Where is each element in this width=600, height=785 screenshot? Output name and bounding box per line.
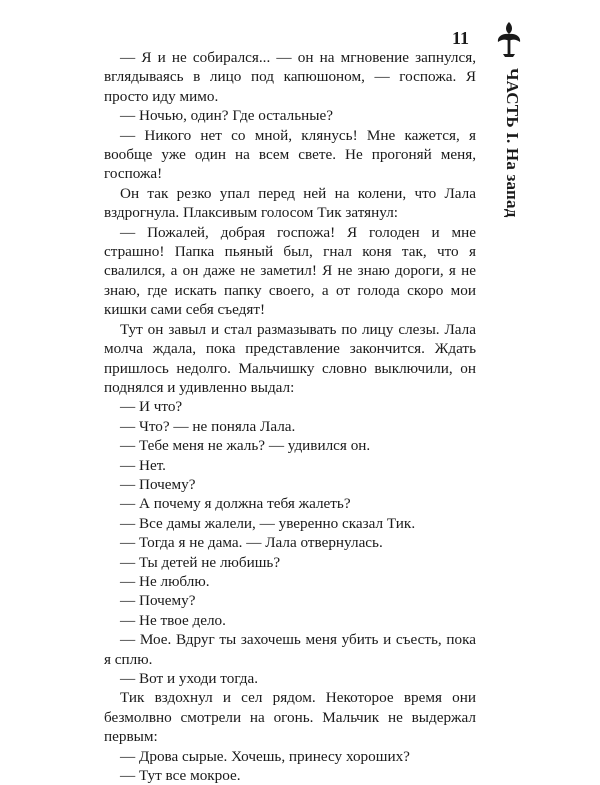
paragraph: — Почему? [120, 475, 196, 493]
paragraph: — Дрова сырые. Хочешь, принесу хороших? [120, 747, 410, 765]
paragraph: — Пожалей, добрая госпожа! Я голоден и мне страшно! Папка пьяный был, гнал коня так, что я свалился, а он даже не заметил! Я не знаю дороги, я не знаю, где искать папку своего, а от голода скоро мои кишки сами себя съедят! [104, 223, 476, 319]
paragraph: — Почему? [120, 592, 196, 610]
paragraph: — Никого нет со мной, клянусь! Мне кажется, я вообще уже один на всем свете. Не прогоняй меня, госпожа! [104, 126, 476, 183]
paragraph: — И что? [120, 398, 183, 416]
running-header-section [492, 68, 524, 238]
paragraph: — Вот и уходи тогда. [120, 670, 259, 687]
paragraph: — Ты детей не любишь? [120, 553, 281, 571]
paragraph: Тик вздохнул и сел рядом. Некоторое время они безмолвно смотрели на огонь. Мальчик не выдержал первым: [104, 689, 476, 746]
paragraph: Он так резко упал перед ней на колени, что Лала вздрогнула. Плаксивым голосом Тик затянул: [104, 184, 476, 222]
section-title: ЧАСТЬ I. На запад [503, 68, 522, 218]
paragraph: — Не люблю. [120, 572, 210, 590]
fleur-ornament-icon [494, 18, 524, 58]
paragraph: — Не твое дело. [120, 611, 226, 629]
paragraph: — Тебе меня не жаль? — удивился он. [120, 437, 371, 455]
paragraph: — Я и не собирался... — он на мгновение запнулся, вглядываясь в лицо под капюшоном, — госпожа. Я просто иду мимо. [104, 49, 476, 105]
paragraph: — Мое. Вдруг ты захочешь меня убить и съесть, пока я сплю. [104, 631, 476, 668]
paragraph: — Все дамы жалели, — уверенно сказал Тик. [120, 514, 416, 532]
paragraph: — А почему я должна тебя жалеть? [120, 495, 351, 513]
page-number: 11 [452, 28, 470, 48]
paragraph: — Тогда я не дама. — Лала отвернулась. [120, 534, 383, 552]
paragraph: — Нет. [120, 456, 166, 474]
body-text [104, 48, 476, 785]
paragraph: — Ночью, один? Где остальные? [120, 107, 333, 125]
paragraph: Тут он завыл и стал размазывать по лицу слезы. Лала молча ждала, пока представление закончится. Ждать пришлось недолго. Мальчишку словно выключили, он поднялся и удивленно выдал: [104, 320, 476, 396]
paragraph: — Что? — не поняла Лала. [120, 417, 296, 435]
paragraph: — Тут все мокрое. [120, 767, 241, 785]
